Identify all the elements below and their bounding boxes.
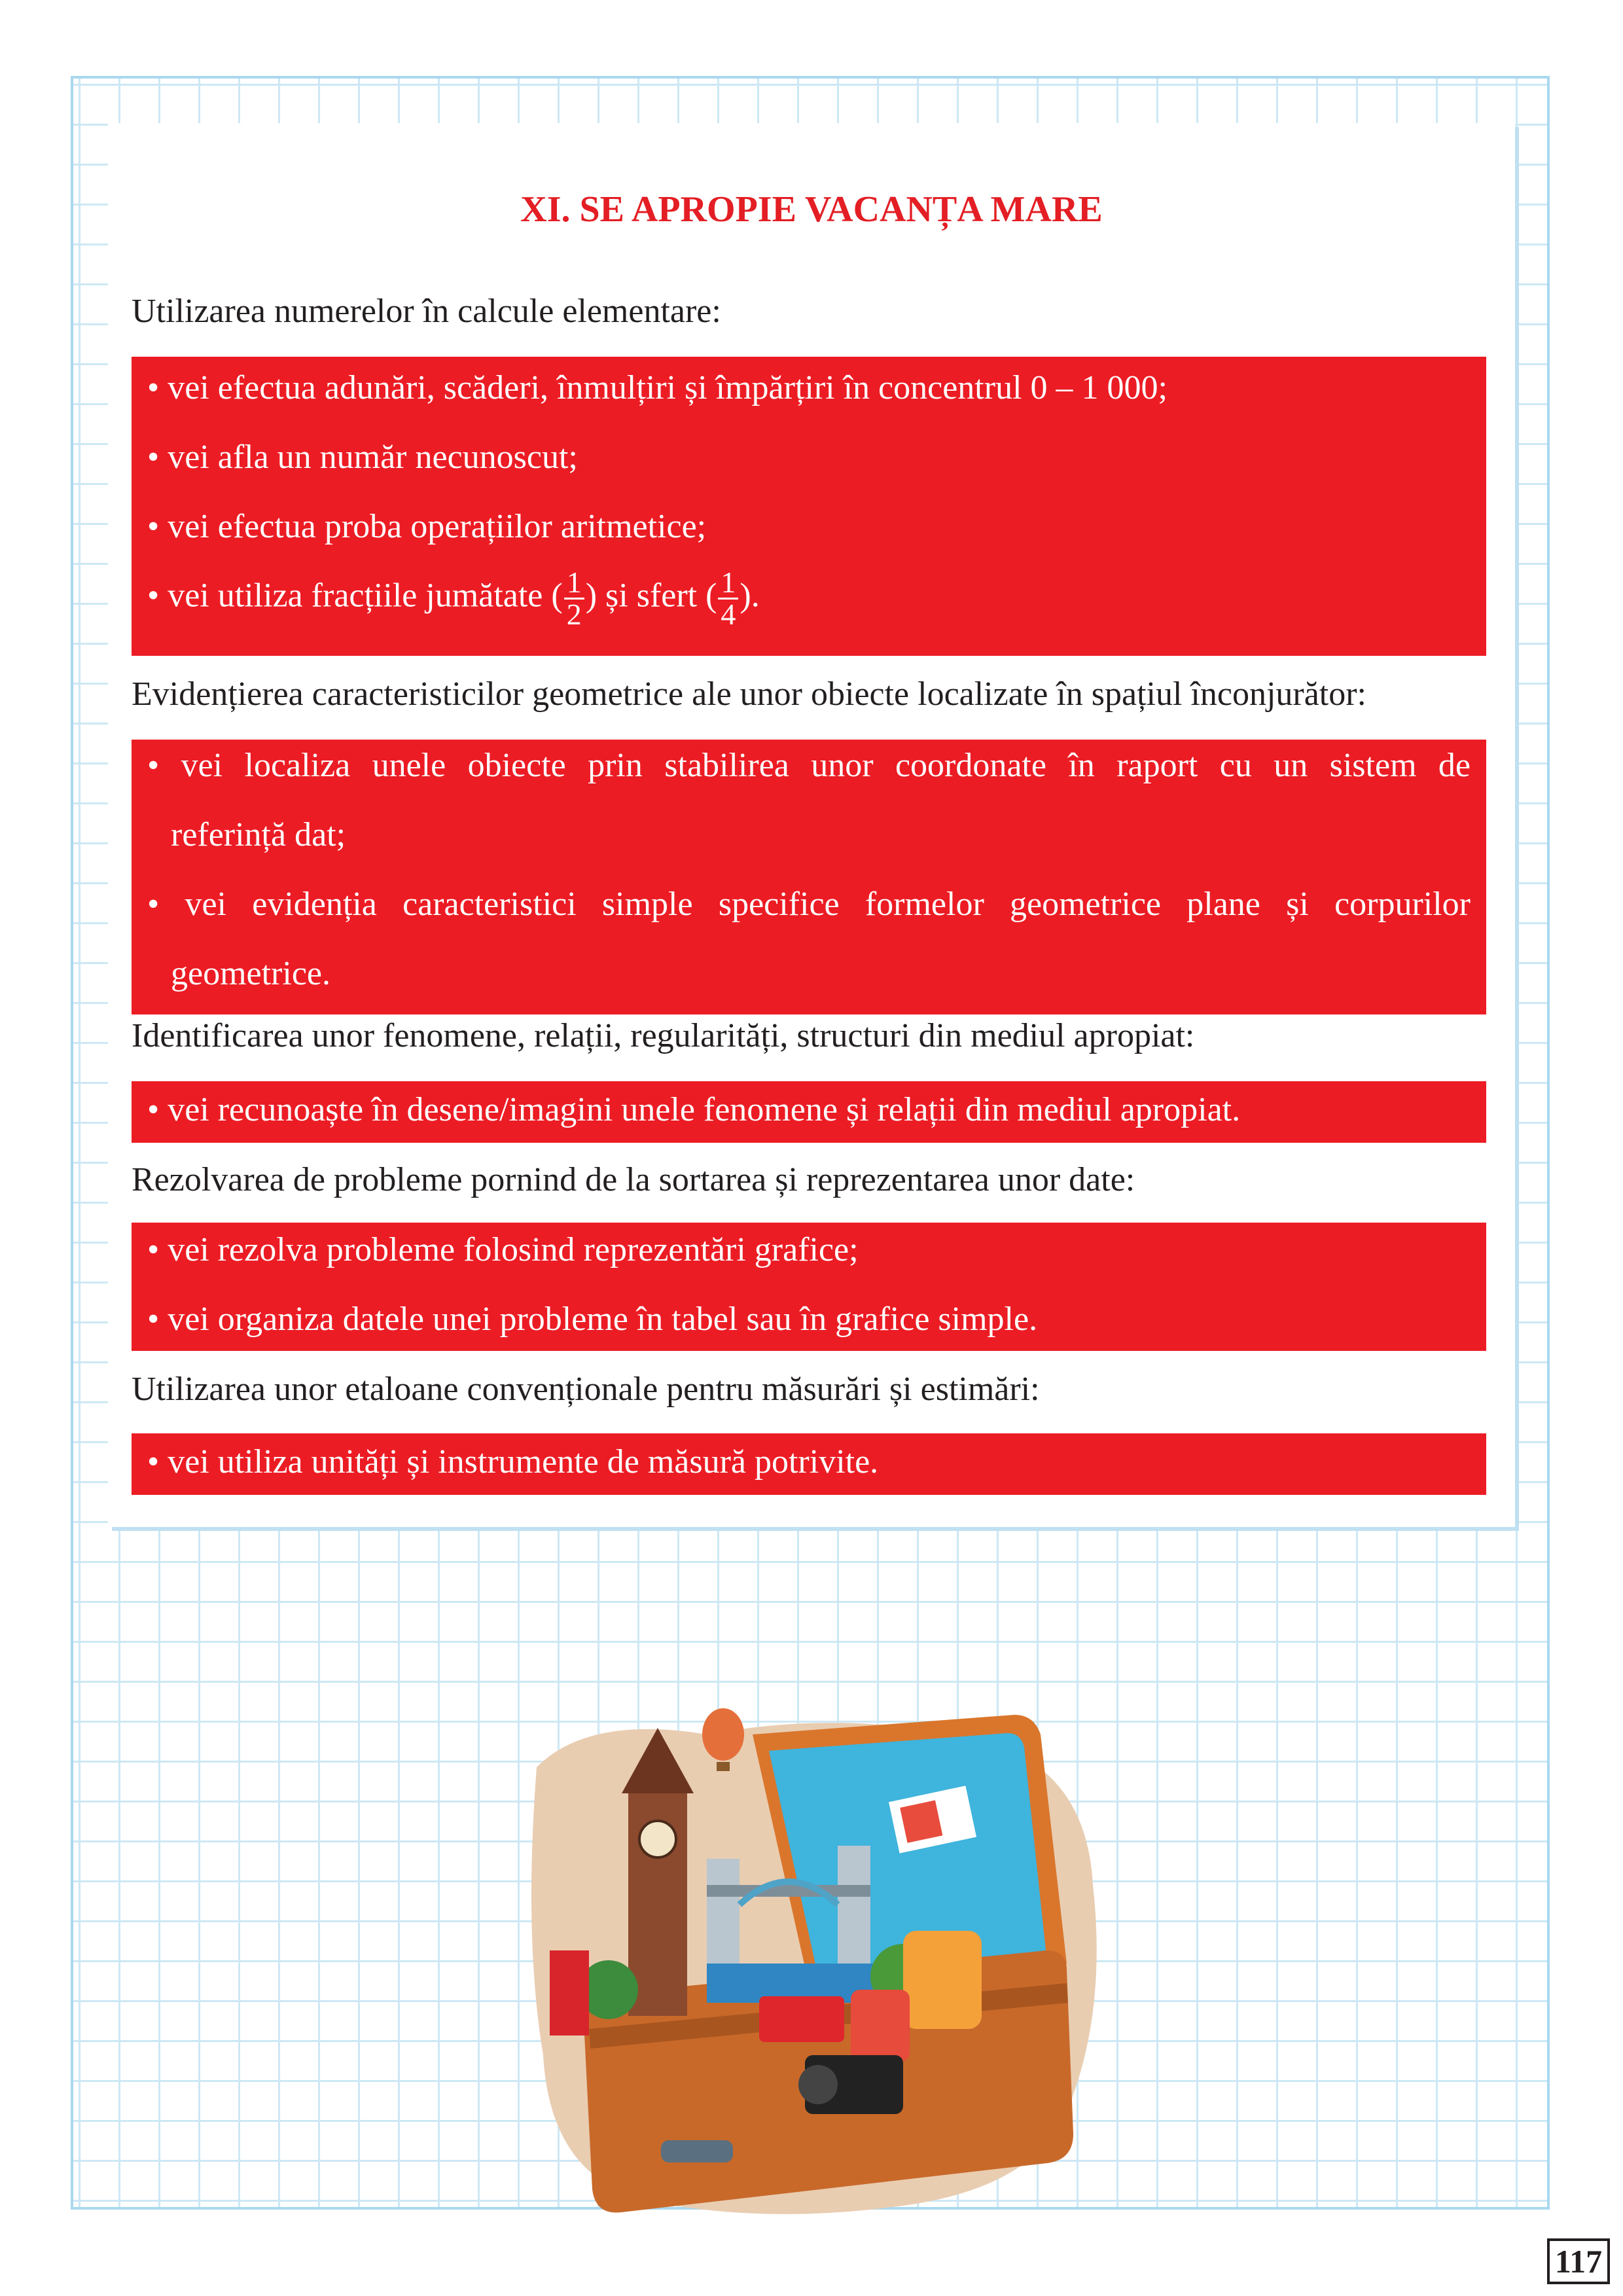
suitcase-handle bbox=[661, 2140, 733, 2162]
objective-item: • vei evidenția caracteristici simple specifice formelor geometrice plane și corpurilor bbox=[147, 886, 1471, 923]
objective-item: • vei utiliza unități și instrumente de măsură potrivite. bbox=[147, 1443, 879, 1480]
section-label-measurement: Utilizarea unor etaloane convenționale pentru măsurări și estimări: bbox=[132, 1371, 1040, 1408]
objective-item: • vei localiza unele obiecte prin stabilirea unor coordonate în raport cu un sistem de bbox=[147, 747, 1471, 784]
objective-item: • vei afla un număr necunoscut; bbox=[147, 439, 578, 476]
hot-air-balloon-icon bbox=[702, 1708, 744, 1761]
objective-item: • vei efectua proba operațiilor aritmetice; bbox=[147, 508, 707, 545]
fraction-denominator: 2 bbox=[566, 598, 582, 631]
balloon-basket bbox=[717, 1762, 730, 1771]
objectives-box-measurement bbox=[132, 1433, 1486, 1495]
fraction-denominator: 4 bbox=[721, 598, 736, 631]
section-label-geometry: Evidențierea caracteristicilor geometrice ale unor obiecte localizate în spațiul înconjurător: bbox=[132, 675, 1367, 713]
postcard-stamp bbox=[900, 1801, 942, 1843]
fraction-quarter bbox=[718, 567, 738, 630]
objectives-box-geometry bbox=[132, 740, 1486, 1014]
objectives-box-phenomena bbox=[132, 1081, 1486, 1143]
section-label-phenomena: Identificarea unor fenomene, relații, regularități, structuri din mediul apropiat: bbox=[132, 1017, 1195, 1054]
objective-item-continuation: referință dat; bbox=[171, 816, 346, 853]
objective-item: • vei recunoaște în desene/imagini unele fenomene și relații din mediul apropiat. bbox=[147, 1091, 1241, 1128]
fraction-numerator: 1 bbox=[564, 567, 584, 600]
camera-lens bbox=[798, 2065, 838, 2104]
objective-item: • vei organiza datele unei probleme în tabel sau în grafice simple. bbox=[147, 1300, 1038, 1338]
page-number: 117 bbox=[1547, 2238, 1610, 2284]
objective-item: • vei efectua adunări, scăderi, înmulțiri și împărțiri în concentrul 0 – 1 000; bbox=[147, 369, 1168, 406]
fraction-text-suffix: ). bbox=[740, 577, 760, 615]
fraction-text-prefix: • vei utiliza fracțiile jumătate ( bbox=[147, 577, 563, 615]
double-decker-bus-icon bbox=[759, 1996, 844, 2042]
objectives-box-numbers bbox=[132, 357, 1486, 656]
objectives-box-problems bbox=[132, 1223, 1486, 1351]
chapter-title: XI. SE APROPIE VACANȚA MARE bbox=[520, 189, 1103, 230]
red-bag-icon bbox=[851, 1990, 910, 2062]
objective-item-continuation: geometrice. bbox=[171, 955, 330, 992]
travel-suitcase-illustration bbox=[510, 1689, 1113, 2225]
orange-bag-icon bbox=[903, 1931, 982, 2029]
section-label-numbers: Utilizarea numerelor în calcule elementare: bbox=[132, 293, 721, 330]
fraction-text-middle: ) și sfert ( bbox=[585, 577, 717, 615]
red-phone-box-icon bbox=[550, 1950, 589, 2036]
objective-item: • vei rezolva probleme folosind reprezentări grafice; bbox=[147, 1231, 859, 1268]
fraction-numerator: 1 bbox=[718, 567, 738, 600]
objectives-card bbox=[108, 123, 1515, 1527]
fraction-half bbox=[564, 567, 584, 630]
tower-bridge-walkway bbox=[707, 1885, 870, 1897]
objective-item-fractions bbox=[147, 567, 1471, 630]
section-label-problems: Rezolvarea de probleme pornind de la sortarea și reprezentarea unor date: bbox=[132, 1161, 1135, 1198]
clock-face-icon bbox=[639, 1821, 676, 1857]
